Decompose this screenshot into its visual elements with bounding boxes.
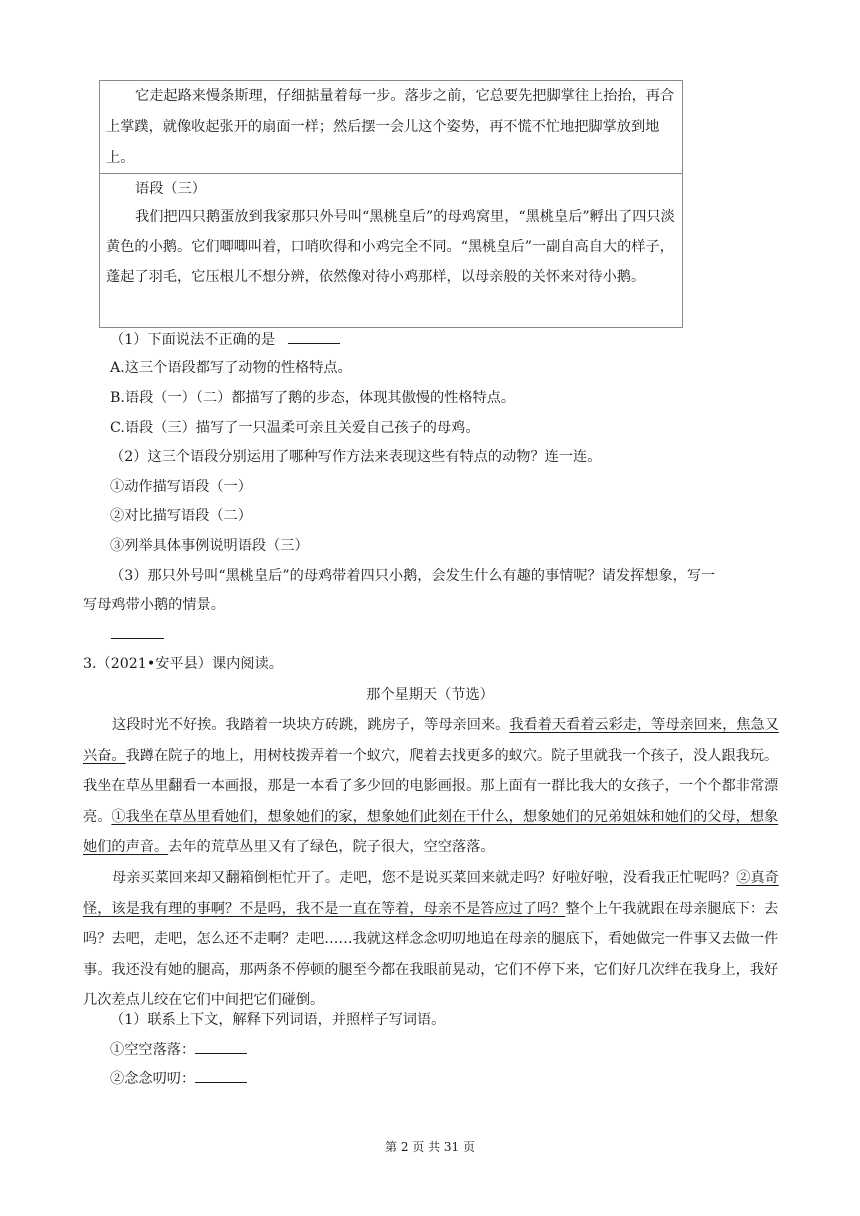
answer-blank[interactable] xyxy=(111,624,164,639)
question-3-line2: 写母鸡带小鹅的情景。 xyxy=(83,597,225,613)
sub-question-1: （1）联系上下文，解释下列词语，并照样子写词语。 xyxy=(110,1012,446,1028)
p2-text-a: 母亲买菜回来却又翻箱倒柜忙开了。走吧，您不是说买菜回来就走吗？好啦好啦，没看我正忙呢吗？ xyxy=(112,869,737,886)
passage-title: 那个星期天（节选） xyxy=(366,687,494,703)
section-3-header: 3.（2021•安平县）课内阅读。 xyxy=(83,656,283,672)
passage-two-text: 它走起路来慢条斯理，仔细掂量着每一步。落步之前，它总要先把脚掌往上抬抬，再合上掌蹼，就像收起张开的扇面一样；然后摆一会儿这个姿势，再不慌不忙地把脚掌放到地上。 xyxy=(106,88,675,166)
question-1-text: （1）下面说法不正确的是 xyxy=(110,332,276,348)
question-3-line1: （3）那只外号叫“黑桃皇后”的母鸡带着四只小鹅，会发生什么有趣的事情呢？请发挥想象，写一 xyxy=(110,568,716,584)
passage-paragraph-2 xyxy=(83,863,783,1016)
passage-three-heading: 语段（三） xyxy=(135,181,206,197)
passage-paragraph-1 xyxy=(83,710,783,863)
passage-three-text: 我们把四只鹅蛋放到我家那只外号叫“黑桃皇后”的母鸡窝里，“黑桃皇后”孵出了四只淡黄色的小鹅。它们唧唧叫着，口哨吹得和小鸡完全不同。“黑桃皇后”一副自高自大的样子，蓬起了羽毛，它压根儿不想分辨，依然像对待小鸡那样，以母亲般的关怀来对待小鹅。 xyxy=(106,209,675,285)
answer-blank[interactable] xyxy=(288,329,340,344)
word-2-row xyxy=(110,1068,247,1089)
page-footer: 第 2 页 共 31 页 xyxy=(385,1140,475,1154)
word-2-label: ②念念叨叨： xyxy=(110,1071,196,1087)
match-item-1: ①动作描写语段（一） xyxy=(110,479,252,495)
match-item-3: ③列举具体事例说明语段（三） xyxy=(110,538,309,554)
p2-text-b: 整个上午我就跟在母亲腿底下：去吗？去吧，走吧，怎么还不走啊？走吧……我就这样念念叨叨地追在母亲的腿底下，看她做完一件事又去做一件事。我还没有她的腿高，那两条不停顿的腿至今都在我眼前晃动，它们不停下来，它们好几次绊在我身上，我好几次差点儿绞在它们中间把它们碰倒。 xyxy=(83,900,779,1009)
p1-underlined-1: 我看着天看着云彩走，等母亲回来，焦急又兴奋。 xyxy=(83,717,779,764)
word-1-label: ①空空落落： xyxy=(110,1042,196,1058)
p1-underlined-2: ①我坐在草丛里看她们，想象她们的家，想象她们此刻在干什么，想象她们的兄弟姐妹和她们的父母，想象她们的声音。 xyxy=(83,808,779,856)
p1-text-c: 去年的荒草丛里又有了绿色，院子很大，空空落落。 xyxy=(168,839,495,856)
answer-blank[interactable] xyxy=(195,1039,247,1054)
passage-box-two xyxy=(99,80,683,174)
p1-text-b: 我蹲在院子的地上，用树枝拨弄着一个蚁穴，爬着去找更多的蚁穴。院子里就我一个孩子，没人跟我玩。我坐在草丛里翻看一本画报，那是一本看了多少回的电影画报。那上面有一群比我大的女孩子，一个个都非常漂亮。 xyxy=(83,747,779,825)
question-2-prompt: （2）这三个语段分别运用了哪种写作方法来表现这些有特点的动物？连一连。 xyxy=(110,449,602,465)
answer-blank[interactable] xyxy=(195,1068,247,1083)
reading-passage xyxy=(83,710,783,1016)
passage-box-three xyxy=(99,173,683,328)
option-a: A.这三个语段都写了动物的性格特点。 xyxy=(110,360,352,376)
question-1-prompt xyxy=(110,329,340,350)
option-b: B.语段（一）（二）都描写了鹅的步态，体现其傲慢的性格特点。 xyxy=(110,390,516,406)
p1-text-a: 这段时光不好挨。我踏着一块块方砖跳，跳房子，等母亲回来。 xyxy=(112,717,510,733)
p2-underlined: ②真奇怪，该是我有理的事啊？不是吗，我不是一直在等着，母亲不是答应过了吗？ xyxy=(83,869,779,917)
option-c: C.语段（三）描写了一只温柔可亲且关爱自己孩子的母鸡。 xyxy=(110,420,480,436)
word-1-row xyxy=(110,1039,247,1060)
match-item-2: ②对比描写语段（二） xyxy=(110,508,252,524)
